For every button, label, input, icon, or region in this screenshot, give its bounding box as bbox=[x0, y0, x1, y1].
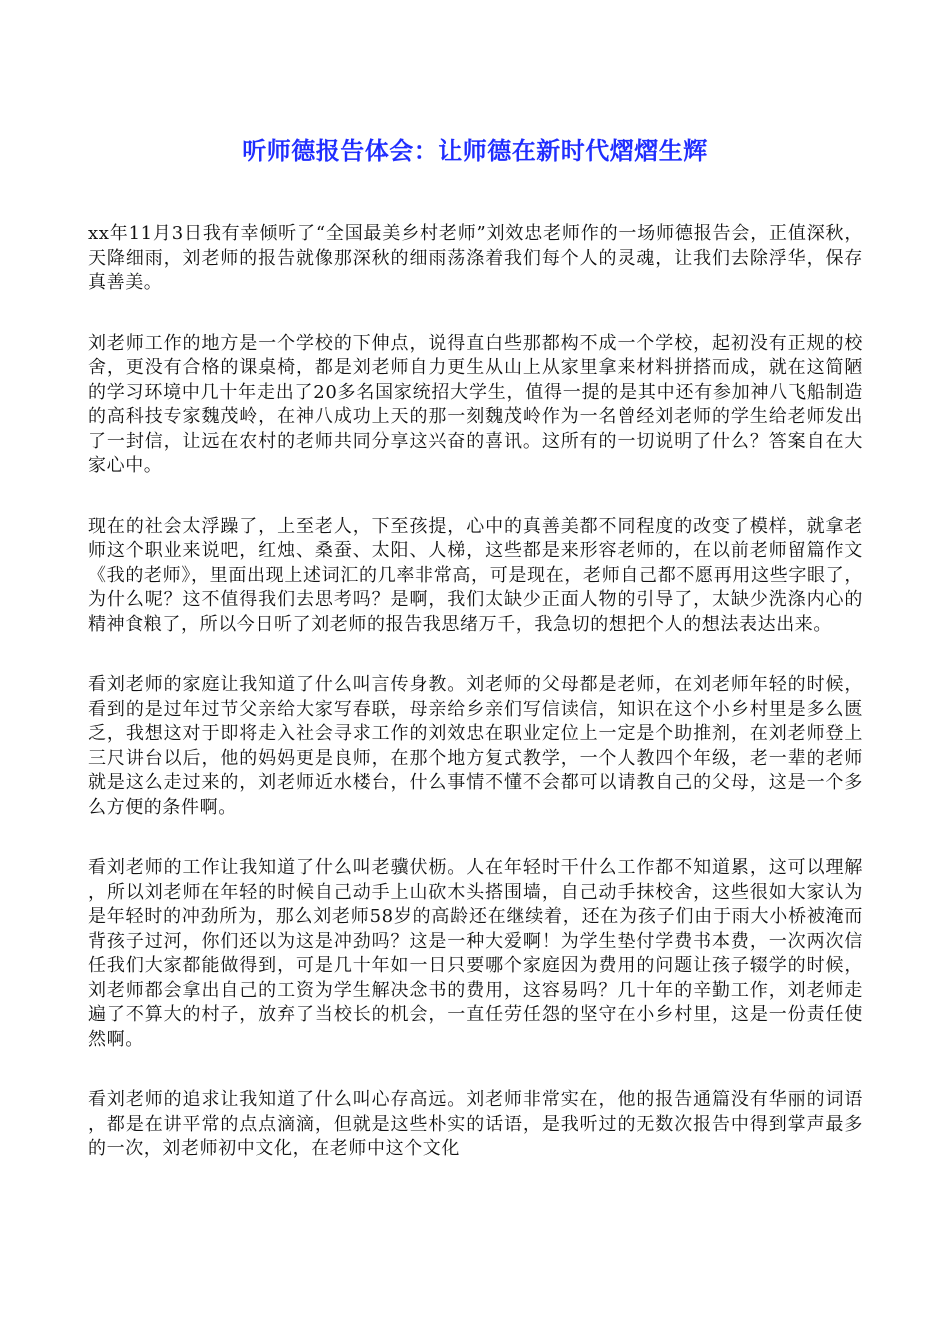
paragraph-5: 看刘老师的工作让我知道了什么叫老骥伏枥。人在年轻时干什么工作都不知道累，这可以理解，所以刘老师在年轻的时候自己动手上山砍木头搭围墙，自己动手抹校舍，这些很如大家认为是年轻时的冲劲所为，那么刘老师58岁的高龄还在继续着，还在为孩子们由于雨大小桥被淹而背孩子过河，你们还以为这是冲劲吗？这是一种大爱啊！为学生垫付学费书本费，一次两次信任我们大家都能做得到，可是几十年如一日只要哪个家庭因为费用的问题让孩子辍学的时候，刘老师都会拿出自己的工资为学生解决念书的费用，这容易吗？几十年的辛勤工作，刘老师走遍了不算大的村子，放弃了当校长的机会，一直任劳任怨的坚守在小乡村里，这是一份责任使然啊。 bbox=[88, 857, 863, 1050]
paragraph-4: 看刘老师的家庭让我知道了什么叫言传身教。刘老师的父母都是老师，在刘老师年轻的时候，看到的是过年过节父亲给大家写春联，母亲给乡亲们写信读信，知识在这个小乡村里是多么匮乏，我想这对于即将走入社会寻求工作的刘效忠在职业定位上一定是个助推剂，在刘老师登上三尺讲台以后，他的妈妈更是良师，在那个地方复式教学，一个人教四个年级，老一辈的老师就是这么走过来的，刘老师近水楼台，什么事情不懂不会都可以请教自己的父母，这是一个多么方便的条件啊。 bbox=[88, 674, 863, 818]
document-body bbox=[88, 222, 863, 1198]
paragraph-2: 刘老师工作的地方是一个学校的下伸点，说得直白些那都构不成一个学校，起初没有正规的校舍，更没有合格的课桌椅，都是刘老师自力更生从山上从家里拿来材料拼搭而成，就在这简陋的学习环境中几十年走出了20多名国家统招大学生，值得一提的是其中还有参加神八飞船制造的高科技专家魏茂岭，在神八成功上天的那一刻魏茂岭作为一名曾经刘老师的学生给老师发出了一封信，让远在农村的老师共同分享这兴奋的喜讯。这所有的一切说明了什么？答案自在大家心中。 bbox=[88, 332, 863, 476]
paragraph-1: xx年11月3日我有幸倾听了“全国最美乡村老师”刘效忠老师作的一场师德报告会，正值深秋，天降细雨，刘老师的报告就像那深秋的细雨荡涤着我们每个人的灵魂，让我们去除浮华，保存真善美。 bbox=[88, 223, 863, 293]
document-title: 听师德报告体会：让师德在新时代熠熠生辉 bbox=[242, 137, 708, 165]
paragraph-3: 现在的社会太浮躁了，上至老人，下至孩提，心中的真善美都不同程度的改变了模样，就拿老师这个职业来说吧，红烛、桑蚕、太阳、人梯，这些都是来形容老师的，在以前老师留篇作文《我的老师》，里面出现上述词汇的几率非常高，可是现在，老师自己都不愿再用这些字眼了，为什么呢？这不值得我们去思考吗？是啊，我们太缺少正面人物的引导了，太缺少洗涤内心的精神食粮了，所以今日听了刘老师的报告我思绪万千，我急切的想把个人的想法表达出来。 bbox=[88, 515, 863, 635]
paragraph-6: 看刘老师的追求让我知道了什么叫心存高远。刘老师非常实在，他的报告通篇没有华丽的词语，都是在讲平常的点点滴滴，但就是这些朴实的话语，是我听过的无数次报告中得到掌声最多的一次，刘老师初中文化，在老师中这个文化 bbox=[88, 1089, 863, 1159]
